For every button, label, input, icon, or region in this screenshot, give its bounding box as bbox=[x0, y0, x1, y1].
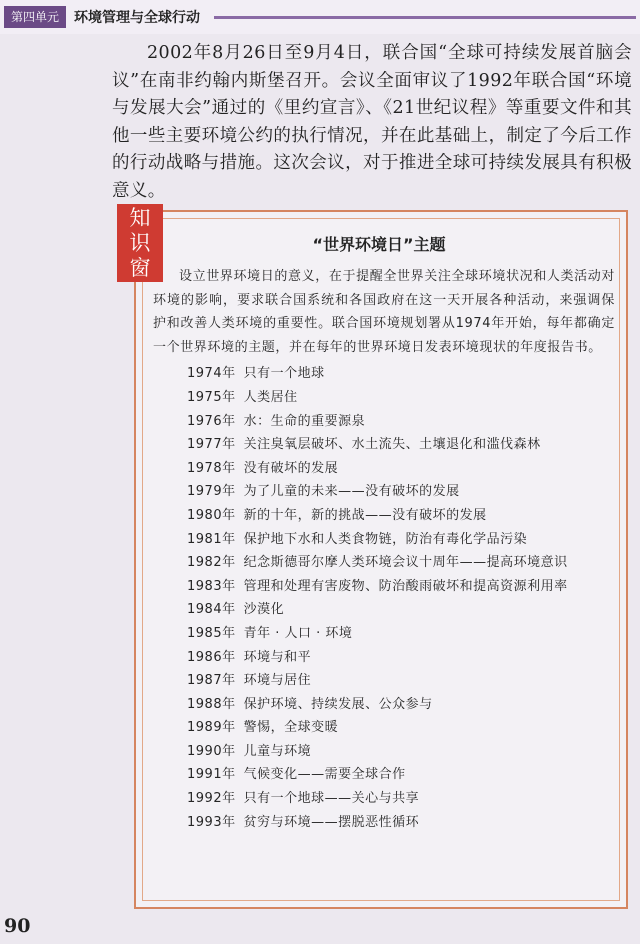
unit-label: 第四单元 bbox=[4, 6, 66, 28]
theme-entry bbox=[153, 575, 615, 599]
theme-entry bbox=[153, 410, 615, 434]
entry-year: 1991年 bbox=[187, 767, 236, 783]
theme-entry bbox=[153, 669, 615, 693]
theme-entry bbox=[153, 811, 615, 835]
theme-entry bbox=[153, 740, 615, 764]
intro-paragraph: 2002年8月26日至9月4日，联合国“全球可持续发展首脑会议”在南非约翰内斯堡召开。会议全面审议了1992年联合国“环境与发展大会”通过的《里约宣言》、《21世纪议程》等重要文件和其他一些主要环境公约的执行情况，并在此基础上，制定了今后工作的行动战略与措施。这次会议，对于推进全球可持续发展具有积极意义。 bbox=[112, 43, 632, 201]
theme-entry bbox=[153, 787, 615, 811]
entry-year: 1977年 bbox=[187, 437, 236, 453]
entry-year: 1982年 bbox=[187, 555, 236, 571]
entry-year: 1980年 bbox=[187, 507, 236, 523]
entry-theme: 为了儿童的未来——没有破坏的发展 bbox=[243, 484, 460, 500]
entry-year: 1992年 bbox=[187, 791, 236, 807]
theme-entry bbox=[153, 457, 615, 481]
theme-entry bbox=[153, 622, 615, 646]
entry-theme: 新的十年，新的挑战——没有破坏的发展 bbox=[243, 507, 487, 523]
entry-year: 1993年 bbox=[187, 814, 236, 830]
tag-char-2: 识 bbox=[129, 231, 151, 255]
entry-theme: 气候变化——需要全球合作 bbox=[243, 767, 406, 783]
entry-theme: 青年 · 人口 · 环境 bbox=[243, 625, 353, 641]
entry-year: 1981年 bbox=[187, 531, 236, 547]
unit-title: 环境管理与全球行动 bbox=[74, 10, 200, 26]
header-divider bbox=[214, 16, 636, 19]
entry-year: 1983年 bbox=[187, 578, 236, 594]
entry-year: 1989年 bbox=[187, 720, 236, 736]
intro-text bbox=[112, 40, 632, 205]
theme-entry bbox=[153, 551, 615, 575]
entry-theme: 人类居住 bbox=[243, 389, 298, 405]
entry-year: 1976年 bbox=[187, 413, 236, 429]
entry-year: 1985年 bbox=[187, 625, 236, 641]
entry-theme: 没有破坏的发展 bbox=[243, 460, 339, 476]
entry-theme: 沙漠化 bbox=[243, 602, 285, 618]
entry-year: 1975年 bbox=[187, 389, 236, 405]
entry-year: 1979年 bbox=[187, 484, 236, 500]
theme-entry bbox=[153, 763, 615, 787]
entry-theme: 管理和处理有害废物、防治酸雨破坏和提高资源利用率 bbox=[243, 578, 568, 594]
entry-theme: 保护环境、持续发展、公众参与 bbox=[243, 696, 433, 712]
theme-entry bbox=[153, 386, 615, 410]
theme-entry bbox=[153, 598, 615, 622]
box-body bbox=[153, 265, 615, 834]
page-header bbox=[0, 0, 640, 34]
theme-entry bbox=[153, 716, 615, 740]
theme-entry bbox=[153, 504, 615, 528]
box-paragraph: 设立世界环境日的意义，在于提醒全世界关注全球环境状况和人类活动对环境的影响，要求联合国系统和各国政府在这一天开展各种活动，来强调保护和改善人类环境的重要性。联合国环境规划署从1974年开始，每年都确定一个世界环境的主题，并在每年的世界环境日发表环境现状的年度报告书。 bbox=[153, 269, 615, 355]
entry-theme: 保护地下水和人类食物链，防治有毒化学品污染 bbox=[243, 531, 528, 547]
theme-entry bbox=[153, 433, 615, 457]
theme-entry bbox=[153, 646, 615, 670]
theme-entry bbox=[153, 528, 615, 552]
theme-entry bbox=[153, 480, 615, 504]
entry-year: 1978年 bbox=[187, 460, 236, 476]
entry-year: 1990年 bbox=[187, 743, 236, 759]
entry-theme: 只有一个地球 bbox=[243, 366, 325, 382]
entry-theme: 环境与和平 bbox=[243, 649, 312, 665]
entry-year: 1988年 bbox=[187, 696, 236, 712]
entry-theme: 贫穷与环境——摆脱恶性循环 bbox=[243, 814, 420, 830]
theme-entry bbox=[153, 362, 615, 386]
page-number: 90 bbox=[4, 915, 31, 937]
theme-list bbox=[153, 362, 615, 834]
entry-theme: 只有一个地球——关心与共享 bbox=[243, 791, 420, 807]
entry-theme: 儿童与环境 bbox=[243, 743, 312, 759]
entry-theme: 警惕，全球变暖 bbox=[243, 720, 339, 736]
entry-theme: 纪念斯德哥尔摩人类环境会议十周年——提高环境意识 bbox=[243, 555, 568, 571]
entry-year: 1974年 bbox=[187, 366, 236, 382]
box-title: “世界环境日”主题 bbox=[312, 235, 446, 254]
entry-year: 1986年 bbox=[187, 649, 236, 665]
entry-theme: 水：生命的重要源泉 bbox=[243, 413, 366, 429]
tag-char-3: 窗 bbox=[129, 256, 151, 280]
entry-theme: 关注臭氧层破坏、水土流失、土壤退化和滥伐森林 bbox=[243, 437, 541, 453]
entry-year: 1987年 bbox=[187, 673, 236, 689]
entry-theme: 环境与居住 bbox=[243, 673, 312, 689]
theme-entry bbox=[153, 693, 615, 717]
tag-char-1: 知 bbox=[129, 206, 151, 230]
entry-year: 1984年 bbox=[187, 602, 236, 618]
